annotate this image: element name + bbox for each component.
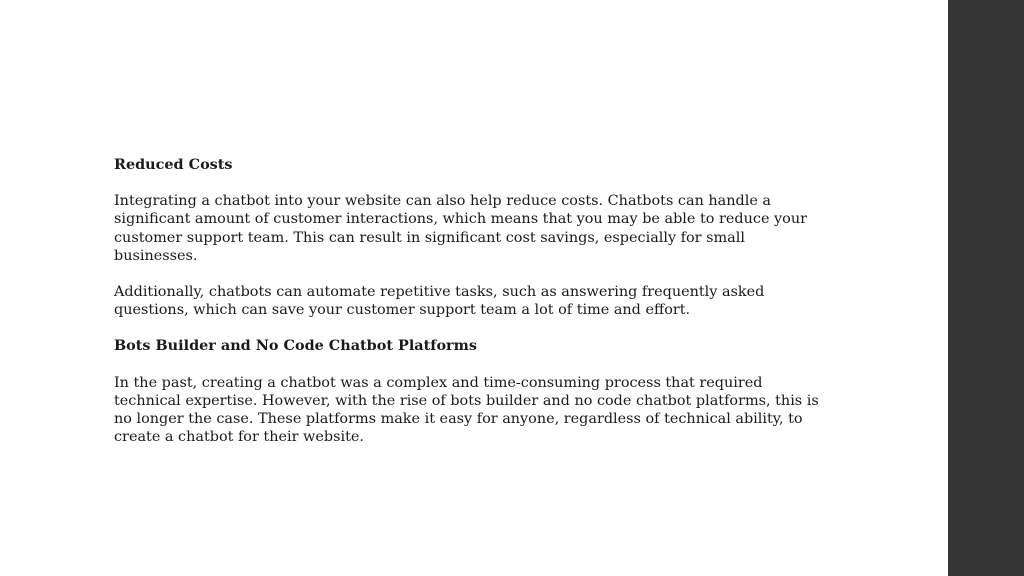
side-bar	[948, 0, 1024, 576]
paragraph-bots-builder: In the past, creating a chatbot was a complex and time-consuming process that required technical expertise. However, with the rise of bots builder and no code chatbot platforms, this is no longer the case. These platforms make it easy for anyone, regardless of technical ability, to create a chatbot for their website.	[114, 374, 819, 446]
section-heading-bots-builder: Bots Builder and No Code Chatbot Platforms	[114, 337, 477, 355]
paragraph-automate-tasks: Additionally, chatbots can automate repetitive tasks, such as answering frequently asked questions, which can save your customer support team a lot of time and effort.	[114, 284, 765, 319]
section-heading-reduced-costs: Reduced Costs	[114, 156, 233, 173]
slide-content	[114, 156, 829, 464]
paragraph-reduce-costs: Integrating a chatbot into your website can also help reduce costs. Chatbots can handle a significant amount of customer interactions, which means that you may be able to reduce your customer support team. This can result in significant cost savings, especially for small businesses.	[114, 193, 807, 264]
